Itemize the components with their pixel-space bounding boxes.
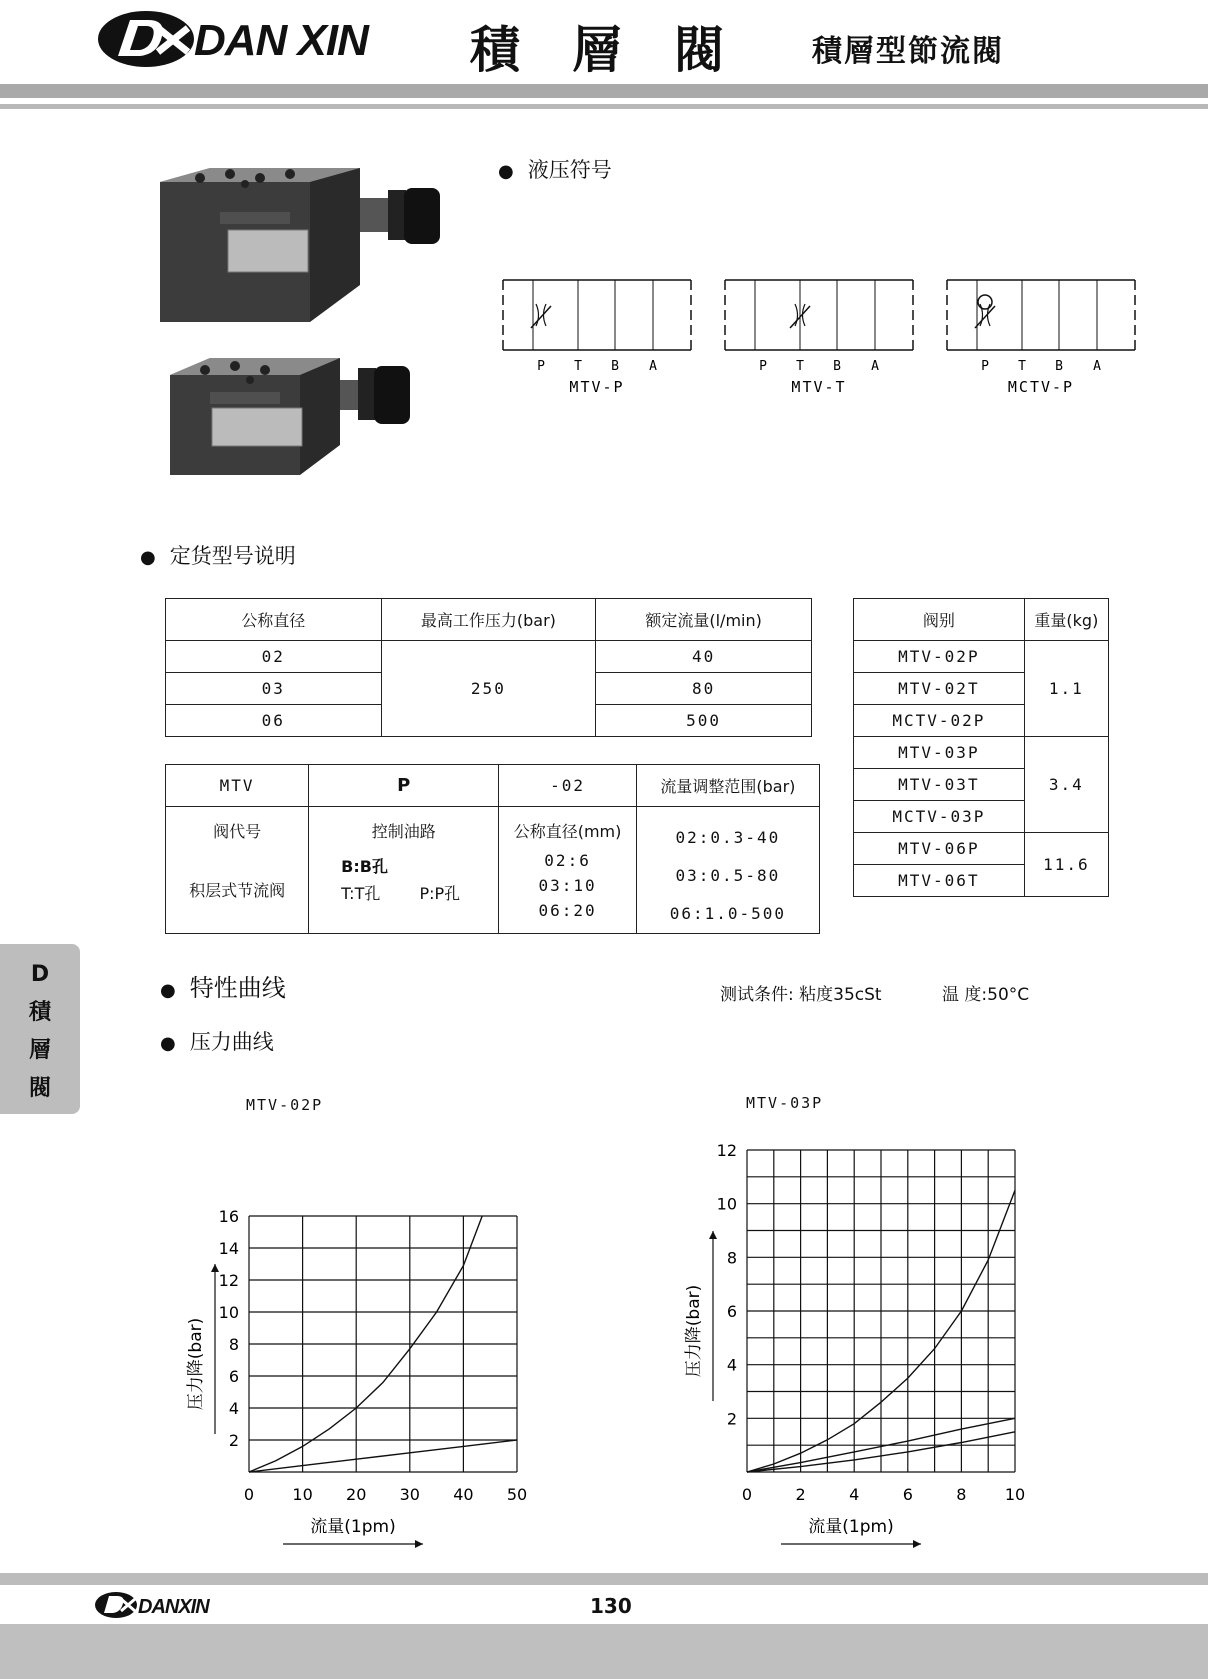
weight-model-mctv-03p: MCTV-03P: [854, 801, 1025, 833]
throttle-icon: [536, 304, 546, 326]
check-valve-icon: [978, 295, 992, 309]
y-tick-label: 8: [228, 1335, 239, 1354]
x-tick-label: 20: [346, 1485, 367, 1504]
side-tab-letter: D: [30, 962, 50, 987]
x-axis-arrowhead: [415, 1540, 423, 1548]
y-tick-label: 6: [726, 1302, 737, 1321]
spec-dia-02: 02: [166, 641, 382, 673]
code-p: P: [309, 765, 499, 807]
port-label-p: P: [537, 359, 545, 374]
port-label-a: A: [1093, 359, 1101, 374]
throttle-icon: [980, 304, 990, 326]
footer-brand: DANXIN: [138, 1596, 209, 1618]
code-control-t: T:T孔: [341, 884, 381, 903]
side-tab-char-3: 閥: [28, 1076, 51, 1101]
code-control-p: P:P孔: [419, 884, 461, 903]
code-dia-03: 03:10: [538, 876, 597, 895]
y-tick-label: 4: [726, 1355, 737, 1375]
code-control-title: 控制油路: [371, 822, 436, 841]
port-label-a: A: [871, 359, 879, 374]
spec-flow-03: 80: [596, 673, 812, 705]
symbol-mtv-t: [725, 280, 913, 396]
code-valve-type: 积层式节流阀: [189, 881, 286, 900]
spec-header-dia: 公称直径: [166, 599, 382, 641]
symbol-name: MTV-P: [569, 378, 625, 396]
symbol-mtv-p: [503, 280, 691, 396]
y-axis-label: 压力降(bar): [186, 1317, 206, 1411]
x-tick-label: 10: [292, 1485, 313, 1504]
code-dia-02: 02:6: [544, 851, 591, 870]
x-axis-arrowhead: [913, 1540, 921, 1548]
weight-model-mtv-06t: MTV-06T: [854, 865, 1025, 897]
code-dia-title: 公称直径(mm): [513, 822, 622, 841]
weight-value-02: 1.1: [1024, 641, 1108, 737]
x-tick-label: 2: [795, 1485, 806, 1504]
weight-value-03: 3.4: [1024, 737, 1108, 833]
spec-dia-06: 06: [166, 705, 382, 737]
y-tick-label: 12: [218, 1271, 239, 1290]
x-tick-label: 50: [506, 1485, 528, 1504]
page-number: 130: [590, 1594, 632, 1618]
code-control-tp: [341, 881, 498, 904]
spec-dia-03: 03: [166, 673, 382, 705]
code-control-b: B:B孔: [341, 857, 388, 876]
y-axis-label: 压力降(bar): [684, 1284, 704, 1378]
spec-flow-06: 500: [596, 705, 812, 737]
danxin-logo-icon: [96, 8, 204, 70]
side-tab-char-1: 積: [28, 1000, 51, 1025]
y-tick-label: 2: [228, 1431, 239, 1450]
test-condition: 测试条件: 粘度35cSt: [720, 985, 882, 1005]
port-label-t: T: [796, 359, 804, 374]
chart-grid: [747, 1150, 1015, 1472]
symbol-name: MCTV-P: [1007, 378, 1075, 396]
port-label-b: B: [611, 359, 619, 374]
y-tick-label: 10: [218, 1303, 239, 1322]
weight-table: [853, 598, 1109, 897]
x-tick-label: 0: [741, 1485, 753, 1504]
chart-grid: [249, 1216, 517, 1472]
chart-title-03p: MTV-03P: [746, 1094, 824, 1112]
chart-title-02p: MTV-02P: [246, 1096, 324, 1114]
weight-value-06: 11.6: [1024, 833, 1108, 897]
port-label-p: P: [759, 359, 767, 374]
spec-flow-02: 40: [596, 641, 812, 673]
symbol-mctv-p: [947, 280, 1135, 396]
test-temperature: 温 度:50°C: [942, 985, 1030, 1005]
port-label-p: P: [981, 359, 989, 374]
footer-logo-icon: [94, 1590, 140, 1620]
y-axis-arrowhead: [709, 1231, 717, 1239]
port-label-b: B: [833, 359, 841, 374]
x-tick-label: 8: [956, 1485, 967, 1504]
weight-model-mctv-02p: MCTV-02P: [854, 705, 1025, 737]
code-dia-06: 06:20: [538, 901, 597, 920]
page-subtitle: 積層型節流閥: [812, 34, 1004, 69]
footer-divider: [0, 1573, 1208, 1585]
spec-pressure: 250: [381, 641, 596, 737]
chart-mtv-03p: [600, 1130, 1208, 1550]
y-tick-label: 16: [218, 1207, 239, 1226]
code-range-06: 06:1.0-500: [669, 904, 787, 923]
code-dia-col: [499, 807, 636, 934]
order-heading: ● 定货型号说明: [140, 540, 296, 570]
x-tick-label: 30: [399, 1485, 420, 1504]
x-tick-label: 10: [1004, 1485, 1026, 1504]
y-tick-label: 2: [726, 1409, 737, 1429]
y-tick-label: 10: [716, 1194, 737, 1214]
x-axis-label: 流量(1pm): [808, 1517, 894, 1537]
code-table: [165, 764, 820, 934]
code-desc-col: [166, 807, 309, 934]
x-tick-label: 0: [243, 1485, 255, 1504]
x-axis-label: 流量(1pm): [310, 1517, 396, 1537]
header-divider: [0, 84, 1208, 98]
footer-band: [0, 1624, 1208, 1679]
x-tick-label: 4: [849, 1485, 860, 1504]
y-tick-label: 12: [716, 1141, 737, 1160]
chart-mtv-02p: [0, 1180, 600, 1550]
header-divider-thin: [0, 104, 1208, 109]
curves-heading: ● 特性曲线: [160, 968, 286, 1003]
page-title: 積層閥: [470, 21, 776, 79]
code-range-03: 03:0.5-80: [675, 866, 781, 885]
weight-model-mtv-03t: MTV-03T: [854, 769, 1025, 801]
code-flow-range: 流量调整范围(bar): [636, 765, 819, 807]
weight-header-weight: 重量(kg): [1024, 599, 1108, 641]
port-label-b: B: [1055, 359, 1063, 374]
x-tick-label: 40: [453, 1485, 474, 1504]
code-mtv: MTV: [166, 765, 309, 807]
series-line-1: [249, 1440, 517, 1472]
symbols-heading: ● 液压符号: [498, 154, 612, 184]
symbol-name: MTV-T: [791, 378, 847, 396]
adjust-arrow-icon: [531, 306, 551, 328]
y-tick-label: 14: [218, 1239, 239, 1258]
code-02: -02: [499, 765, 636, 807]
y-tick-label: 4: [228, 1399, 239, 1418]
weight-model-mtv-06p: MTV-06P: [854, 833, 1025, 865]
code-control-col: [309, 807, 499, 934]
spec-table: [165, 598, 812, 737]
code-range-02: 02:0.3-40: [675, 828, 781, 847]
port-label-t: T: [1018, 359, 1026, 374]
weight-model-mtv-02t: MTV-02T: [854, 673, 1025, 705]
y-axis-arrowhead: [211, 1264, 219, 1272]
hydraulic-symbols: [495, 270, 1155, 400]
code-valve-label: 阀代号: [213, 822, 262, 841]
pressure-curve-heading: ● 压力曲线: [160, 1026, 274, 1056]
x-tick-label: 6: [902, 1485, 913, 1504]
port-label-t: T: [574, 359, 582, 374]
side-tab-char-2: 層: [28, 1038, 51, 1063]
y-tick-label: 6: [228, 1367, 239, 1386]
y-tick-label: 8: [726, 1248, 737, 1268]
section-side-tab: [0, 944, 80, 1114]
weight-model-mtv-03p: MTV-03P: [854, 737, 1025, 769]
spec-header-pressure: 最高工作压力(bar): [381, 599, 596, 641]
weight-header-model: 阀别: [854, 599, 1025, 641]
valve-product-photo: [150, 160, 450, 480]
brand-name: DAN XIN: [194, 16, 368, 65]
weight-model-mtv-02p: MTV-02P: [854, 641, 1025, 673]
spec-header-flow: 额定流量(l/min): [596, 599, 812, 641]
code-range-col: [636, 807, 819, 934]
port-label-a: A: [649, 359, 657, 374]
